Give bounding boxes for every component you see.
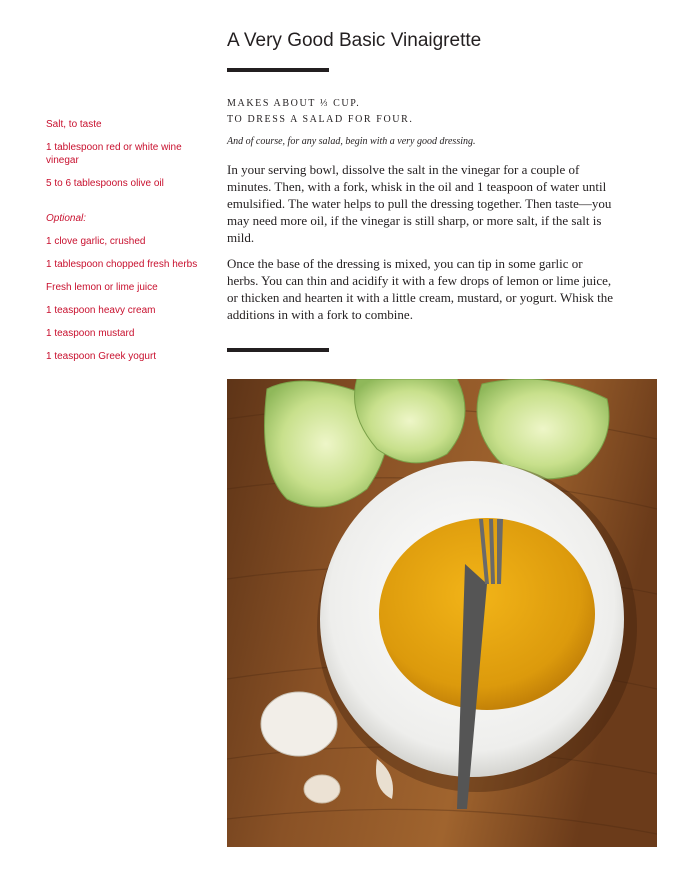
method-paragraph: In your serving bowl, dissolve the salt in the vinegar for a couple of minutes. Then, with a fork, whisk in the oil and 1 teaspoon of water until emulsified. The water helps to pull the dressing together. Then taste—you may need more oil, if the vinegar is still sharp, or more salt, if the salt is mild. bbox=[227, 162, 612, 245]
ingredient-item: Salt, to taste bbox=[46, 119, 102, 130]
optional-ingredient-item: Fresh lemon or lime juice bbox=[46, 282, 158, 293]
optional-label: Optional: bbox=[46, 213, 87, 224]
vinaigrette-photo-icon bbox=[227, 379, 657, 847]
optional-ingredient-item: 1 clove garlic, crushed bbox=[46, 236, 146, 247]
method-paragraph: Once the base of the dressing is mixed, you can tip in some garlic or herbs. You can thin and acidify it with a few drops of lemon or lime juice, or thicken and hearten it with a little cream, mustard, or yogurt. Whisk the additions in with a fork to combine. bbox=[227, 256, 614, 322]
recipe-method bbox=[227, 161, 617, 332]
yield-line: TO DRESS A SALAD FOR FOUR. bbox=[227, 114, 414, 125]
optional-ingredient-item: 1 tablespoon chopped fresh herbs bbox=[46, 259, 198, 270]
ingredient-item: 5 to 6 tablespoons olive oil bbox=[46, 178, 164, 189]
method-rule bbox=[227, 348, 329, 352]
recipe-yield bbox=[227, 96, 627, 128]
optional-ingredient-item: 1 teaspoon heavy cream bbox=[46, 305, 156, 316]
vinaigrette-photo bbox=[227, 379, 657, 847]
yield-line: MAKES ABOUT ⅓ CUP. bbox=[227, 98, 361, 109]
optional-ingredient-item: 1 teaspoon mustard bbox=[46, 328, 135, 339]
recipe-intro: And of course, for any salad, begin with a very good dressing. bbox=[227, 136, 476, 147]
recipe-title: A Very Good Basic Vinaigrette bbox=[227, 30, 482, 51]
title-rule bbox=[227, 68, 329, 72]
ingredient-item: 1 tablespoon red or white wine vinegar bbox=[46, 142, 182, 166]
ingredient-list bbox=[46, 118, 206, 373]
optional-ingredient-item: 1 teaspoon Greek yogurt bbox=[46, 351, 157, 362]
